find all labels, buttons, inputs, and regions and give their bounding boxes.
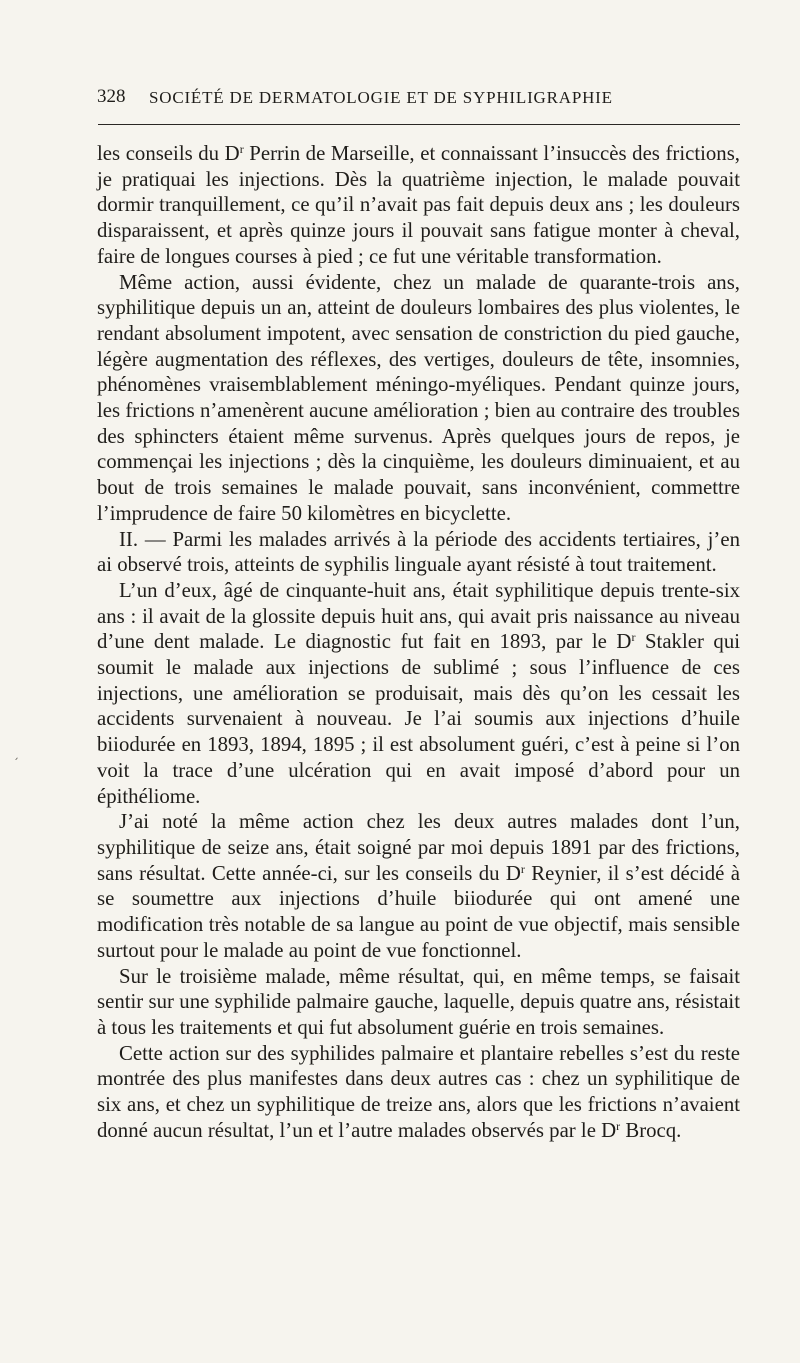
body-text — [97, 141, 740, 1143]
running-title: SOCIÉTÉ DE DERMATOLOGIE ET DE SYPHILIGRAPHIE — [149, 88, 613, 107]
header-rule — [98, 124, 740, 125]
paragraph-3: II. — Parmi les malades arrivés à la période des accidents tertiaires, j’en ai observé trois, atteints de syphilis linguale ayant résisté à tout traitement. — [97, 527, 740, 577]
paragraph-1: les conseils du $D^r$ Perrin de Marseille, et connaissant l’insuccès des frictions, je pratiquai les injections. Dès la quatrième injection, le malade pouvait dormir tranquillement, ce qu’il n’avait pas fait depuis deux ans ; les douleurs disparaissent, et après quinze jours il pouvait sans fatigue monter à cheval, faire de longues courses à pied ; ce fut une véritable transformation. — [97, 142, 740, 268]
paragraph-5: J’ai noté la même action chez les deux autres malades dont l’un, syphilitique de seize ans, était soigné par moi depuis 1891 par des frictions, sans résultat. Cette année-ci, sur les conseils du $D^r$ Reynier, il s’est décidé à se soumettre aux injections d’huile biiodurée qui ont amené une modification très notable de sa langue au point de vue objectif, mais sensible surtout pour le malade au point de vue fonctionnel. — [97, 810, 740, 962]
paragraph-7: Cette action sur des syphilides palmaire et plantaire rebelles s’est du reste montrée des plus manifestes dans deux autres cas : chez un syphilitique de six ans, et chez un syphilitique de treize ans, alors que les frictions n’avaient donné aucun résultat, l’un et l’autre malades observés par le $D^r$ Brocq. — [97, 1041, 740, 1142]
paragraph-2: Même action, aussi évidente, chez un malade de quarante-trois ans, syphilitique depuis un an, atteint de douleurs lombaires des plus violentes, le rendant absolument impotent, avec sensation de constriction du pied gauche, légère augmentation des réflexes, des vertiges, douleurs de tête, insomnies, phénomènes vraisemblablement méningo-myéliques. Pendant quinze jours, les frictions n’amenèrent aucune amélioration ; bien au contraire des troubles des sphincters étaient même survenus. Après quelques jours de repos, je commençai les injections ; dès la cinquième, les douleurs diminuaient, et au bout de trois semaines le malade pouvait, sans inconvénient, commettre l’imprudence de faire 50 kilomètres en bicyclette. — [97, 270, 740, 525]
paragraph-6: Sur le troisième malade, même résultat, qui, en même temps, se faisait sentir sur une syphilide palmaire gauche, laquelle, depuis quatre ans, résistait à tous les traitements et qui fut absolument guérie en trois semaines. — [97, 964, 740, 1039]
paragraph-4: L’un d’eux, âgé de cinquante-huit ans, était syphilitique depuis trente-six ans : il avait de la glossite depuis huit ans, qui avait pris naissance au niveau d’une dent malade. Le diagnostic fut fait en 1893, par le $D^r$ Stakler qui soumit le malade aux injections de sublimé ; sous l’influence de ces injections, une amélioration se produisait, mais dès qu’on les cessait les accidents survenaient à nouveau. Je l’ai soumis aux injections d’huile biiodurée en 1893, 1894, 1895 ; il est absolument guéri, c’est à peine si l’on voit la trace d’une ulcération qui en avait imposé d’abord pour un épithéliome. — [97, 578, 740, 808]
margin-mark: ˏ — [13, 746, 19, 760]
running-header — [97, 86, 740, 112]
page-number: 328 — [97, 86, 126, 107]
